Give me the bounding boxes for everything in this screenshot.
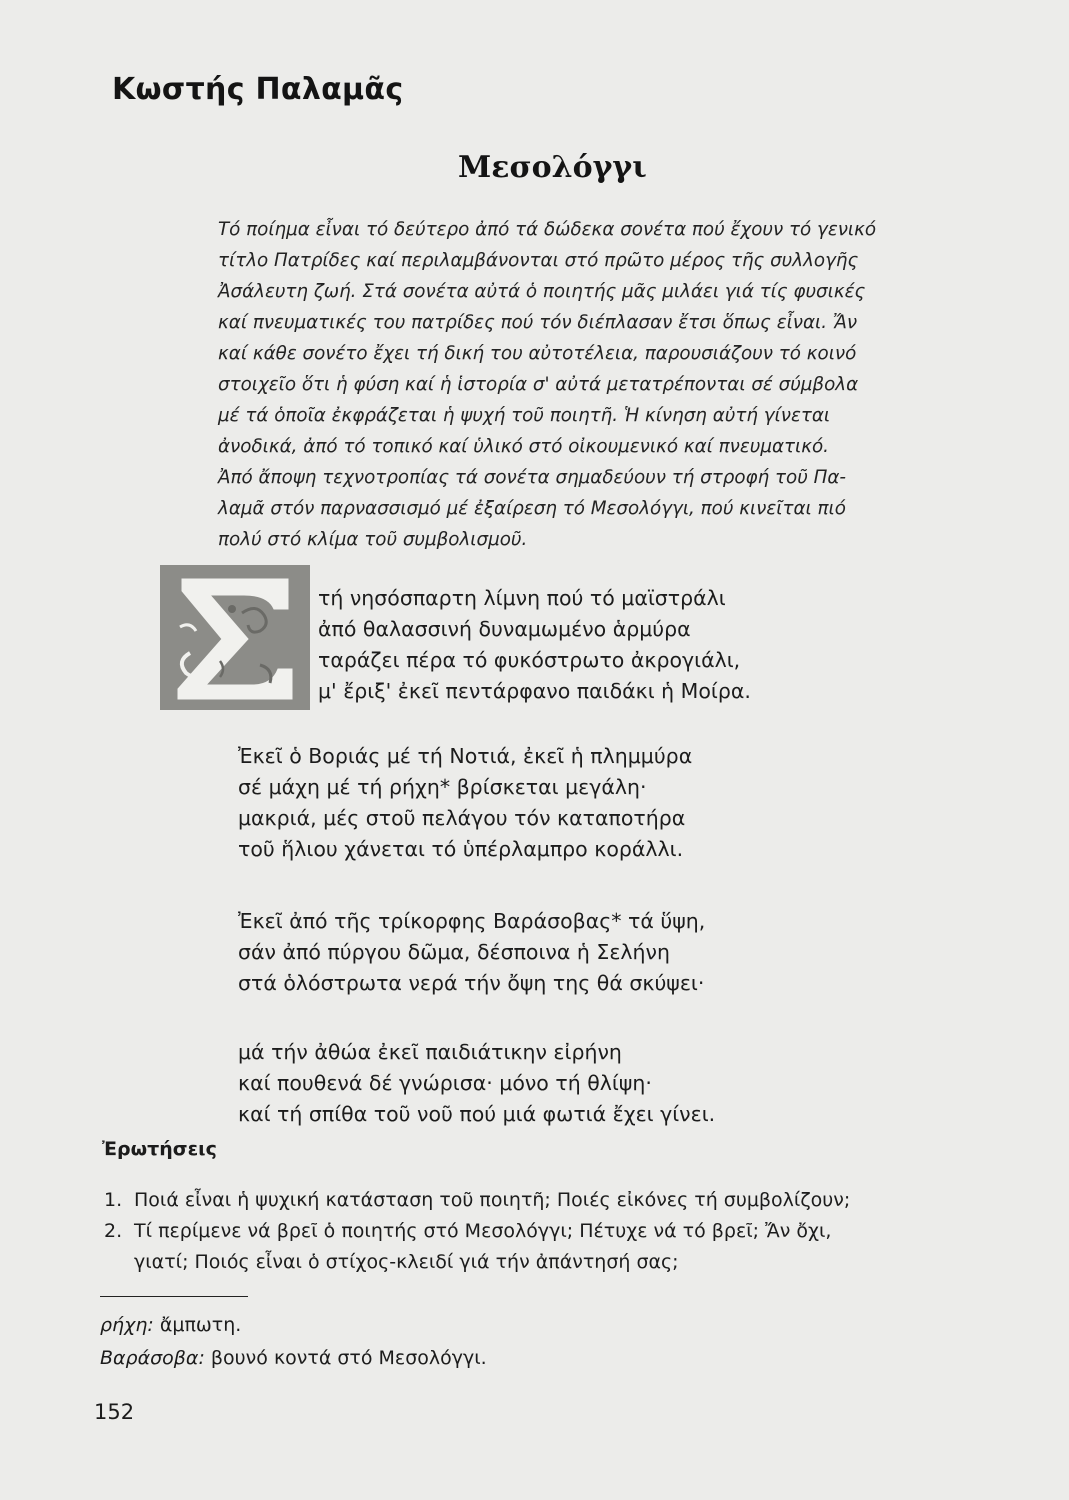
intro-line: Τό ποίημα εἶναι τό δεύτερο ἀπό τά δώδεκα σονέτα πού ἔχουν τό γενικό [218,219,877,240]
poem-stanza-1 [318,583,751,707]
footnote-definition: βουνό κοντά στό Μεσολόγγι. [210,1347,487,1369]
question-number: 1. [104,1189,123,1211]
footnote-divider [100,1296,248,1297]
footnote-item [100,1342,487,1375]
poem-stanza-2 [238,741,692,865]
verse-line: καί πουθενά δέ γνώρισα· μόνο τή θλίψη· [238,1071,652,1095]
verse-line: σάν ἀπό πύργου δῶμα, δέσποινα ἡ Σελήνη [238,940,670,964]
verse-line: καί τή σπίθα τοῦ νοῦ πού μιά φωτιά ἔχει γίνει. [238,1102,716,1126]
questions-heading: Ἐρωτήσεις [102,1138,217,1160]
footnote-term: ρήχη: [100,1314,154,1336]
verse-line: μά τήν ἀθώα ἐκεῖ παιδιάτικην εἰρήνη [238,1040,622,1064]
question-item [104,1185,984,1216]
question-item [104,1216,984,1247]
questions-list [104,1185,984,1278]
intro-paragraph [218,214,978,555]
question-number: 2. [104,1220,123,1242]
intro-line: Ἀσάλευτη ζωή. Στά σονέτα αὐτά ὁ ποιητής μᾶς μιλάει γιά τίς φυσικές [218,281,866,302]
verse-line: σέ μάχη μέ τή ρήχη* βρίσκεται μεγάλη· [238,775,647,799]
poem-stanza-3 [238,906,705,999]
intro-line: τίτλο Πατρίδες καί περιλαμβάνονται στό πρῶτο μέρος τῆς συλλογῆς [218,250,859,271]
intro-line: στοιχεῖο ὅτι ἡ φύση καί ἡ ἱστορία σ' αὐτά μετατρέπονται σέ σύμβολα [218,374,859,395]
footnote-term: Βαράσοβα: [100,1347,205,1369]
verse-line: στά ὁλόστρωτα νερά τήν ὄψη της θά σκύψει· [238,971,705,995]
intro-line: καί κάθε σονέτο ἔχει τή δική του αὐτοτέλεια, παρουσιάζουν τό κοινό [218,343,857,364]
poem-title: Μεσολόγγι [458,150,647,185]
verse-line: τοῦ ἥλιου χάνεται τό ὑπέρλαμπρο κοράλλι. [238,837,684,861]
intro-line: μέ τά ὁποῖα ἐκφράζεται ἡ ψυχή τοῦ ποιητῆ. Ἡ κίνηση αὐτή γίνεται [218,405,831,426]
question-text-continued: γιατί; Ποιός εἶναι ὁ στίχος-κλειδί γιά τήν ἀπάντησή σας; [134,1251,679,1273]
footnotes [100,1309,487,1375]
intro-line: καί πνευματικές του πατρίδες πού τόν διέπλασαν ἔτσι ὅπως εἶναι. Ἄν [218,312,858,333]
verse-line: μ' ἔριξ' ἐκεῖ πεντάρφανο παιδάκι ἡ Μοίρα. [318,679,751,703]
intro-line: ἀνοδικά, ἀπό τό τοπικό καί ὑλικό στό οἰκουμενικό καί πνευματικό. [218,436,829,457]
ornamental-sigma-icon [160,565,310,710]
verse-line: ταράζει πέρα τό φυκόστρωτο ἀκρογιάλι, [318,648,741,672]
question-text: Τί περίμενε νά βρεῖ ὁ ποιητής στό Μεσολόγγι; Πέτυχε νά τό βρεῖ; Ἄν ὄχι, [134,1220,832,1242]
intro-line: λαμᾶ στόν παρνασσισμό μέ ἐξαίρεση τό Μεσολόγγι, πού κινεῖται πιό [218,498,846,519]
poem-stanza-4 [238,1037,715,1130]
verse-line: ἀπό θαλασσινή δυναμωμένο ἁρμύρα [318,617,691,641]
intro-line: Ἀπό ἄποψη τεχνοτροπίας τά σονέτα σημαδεύουν τή στροφή τοῦ Πα- [218,467,846,488]
verse-line: μακριά, μές στοῦ πελάγου τόν καταποτήρα [238,806,686,830]
footnote-item [100,1309,487,1342]
page-number: 152 [94,1400,135,1424]
verse-line: τή νησόσπαρτη λίμνη πού τό μαϊστράλι [318,586,726,610]
question-text: Ποιά εἶναι ἡ ψυχική κατάσταση τοῦ ποιητῆ; Ποιές εἰκόνες τή συμβολίζουν; [134,1189,851,1211]
footnote-definition: ἄμπωτη. [159,1314,242,1336]
author-name: Κωστής Παλαμᾶς [112,72,404,107]
verse-line: Ἐκεῖ ὁ Βοριάς μέ τή Νοτιά, ἐκεῖ ἡ πλημμύρα [238,744,693,768]
intro-line: πολύ στό κλίμα τοῦ συμβολισμοῦ. [218,529,528,550]
verse-line: Ἐκεῖ ἀπό τῆς τρίκορφης Βαράσοβας* τά ὕψη, [238,909,706,933]
